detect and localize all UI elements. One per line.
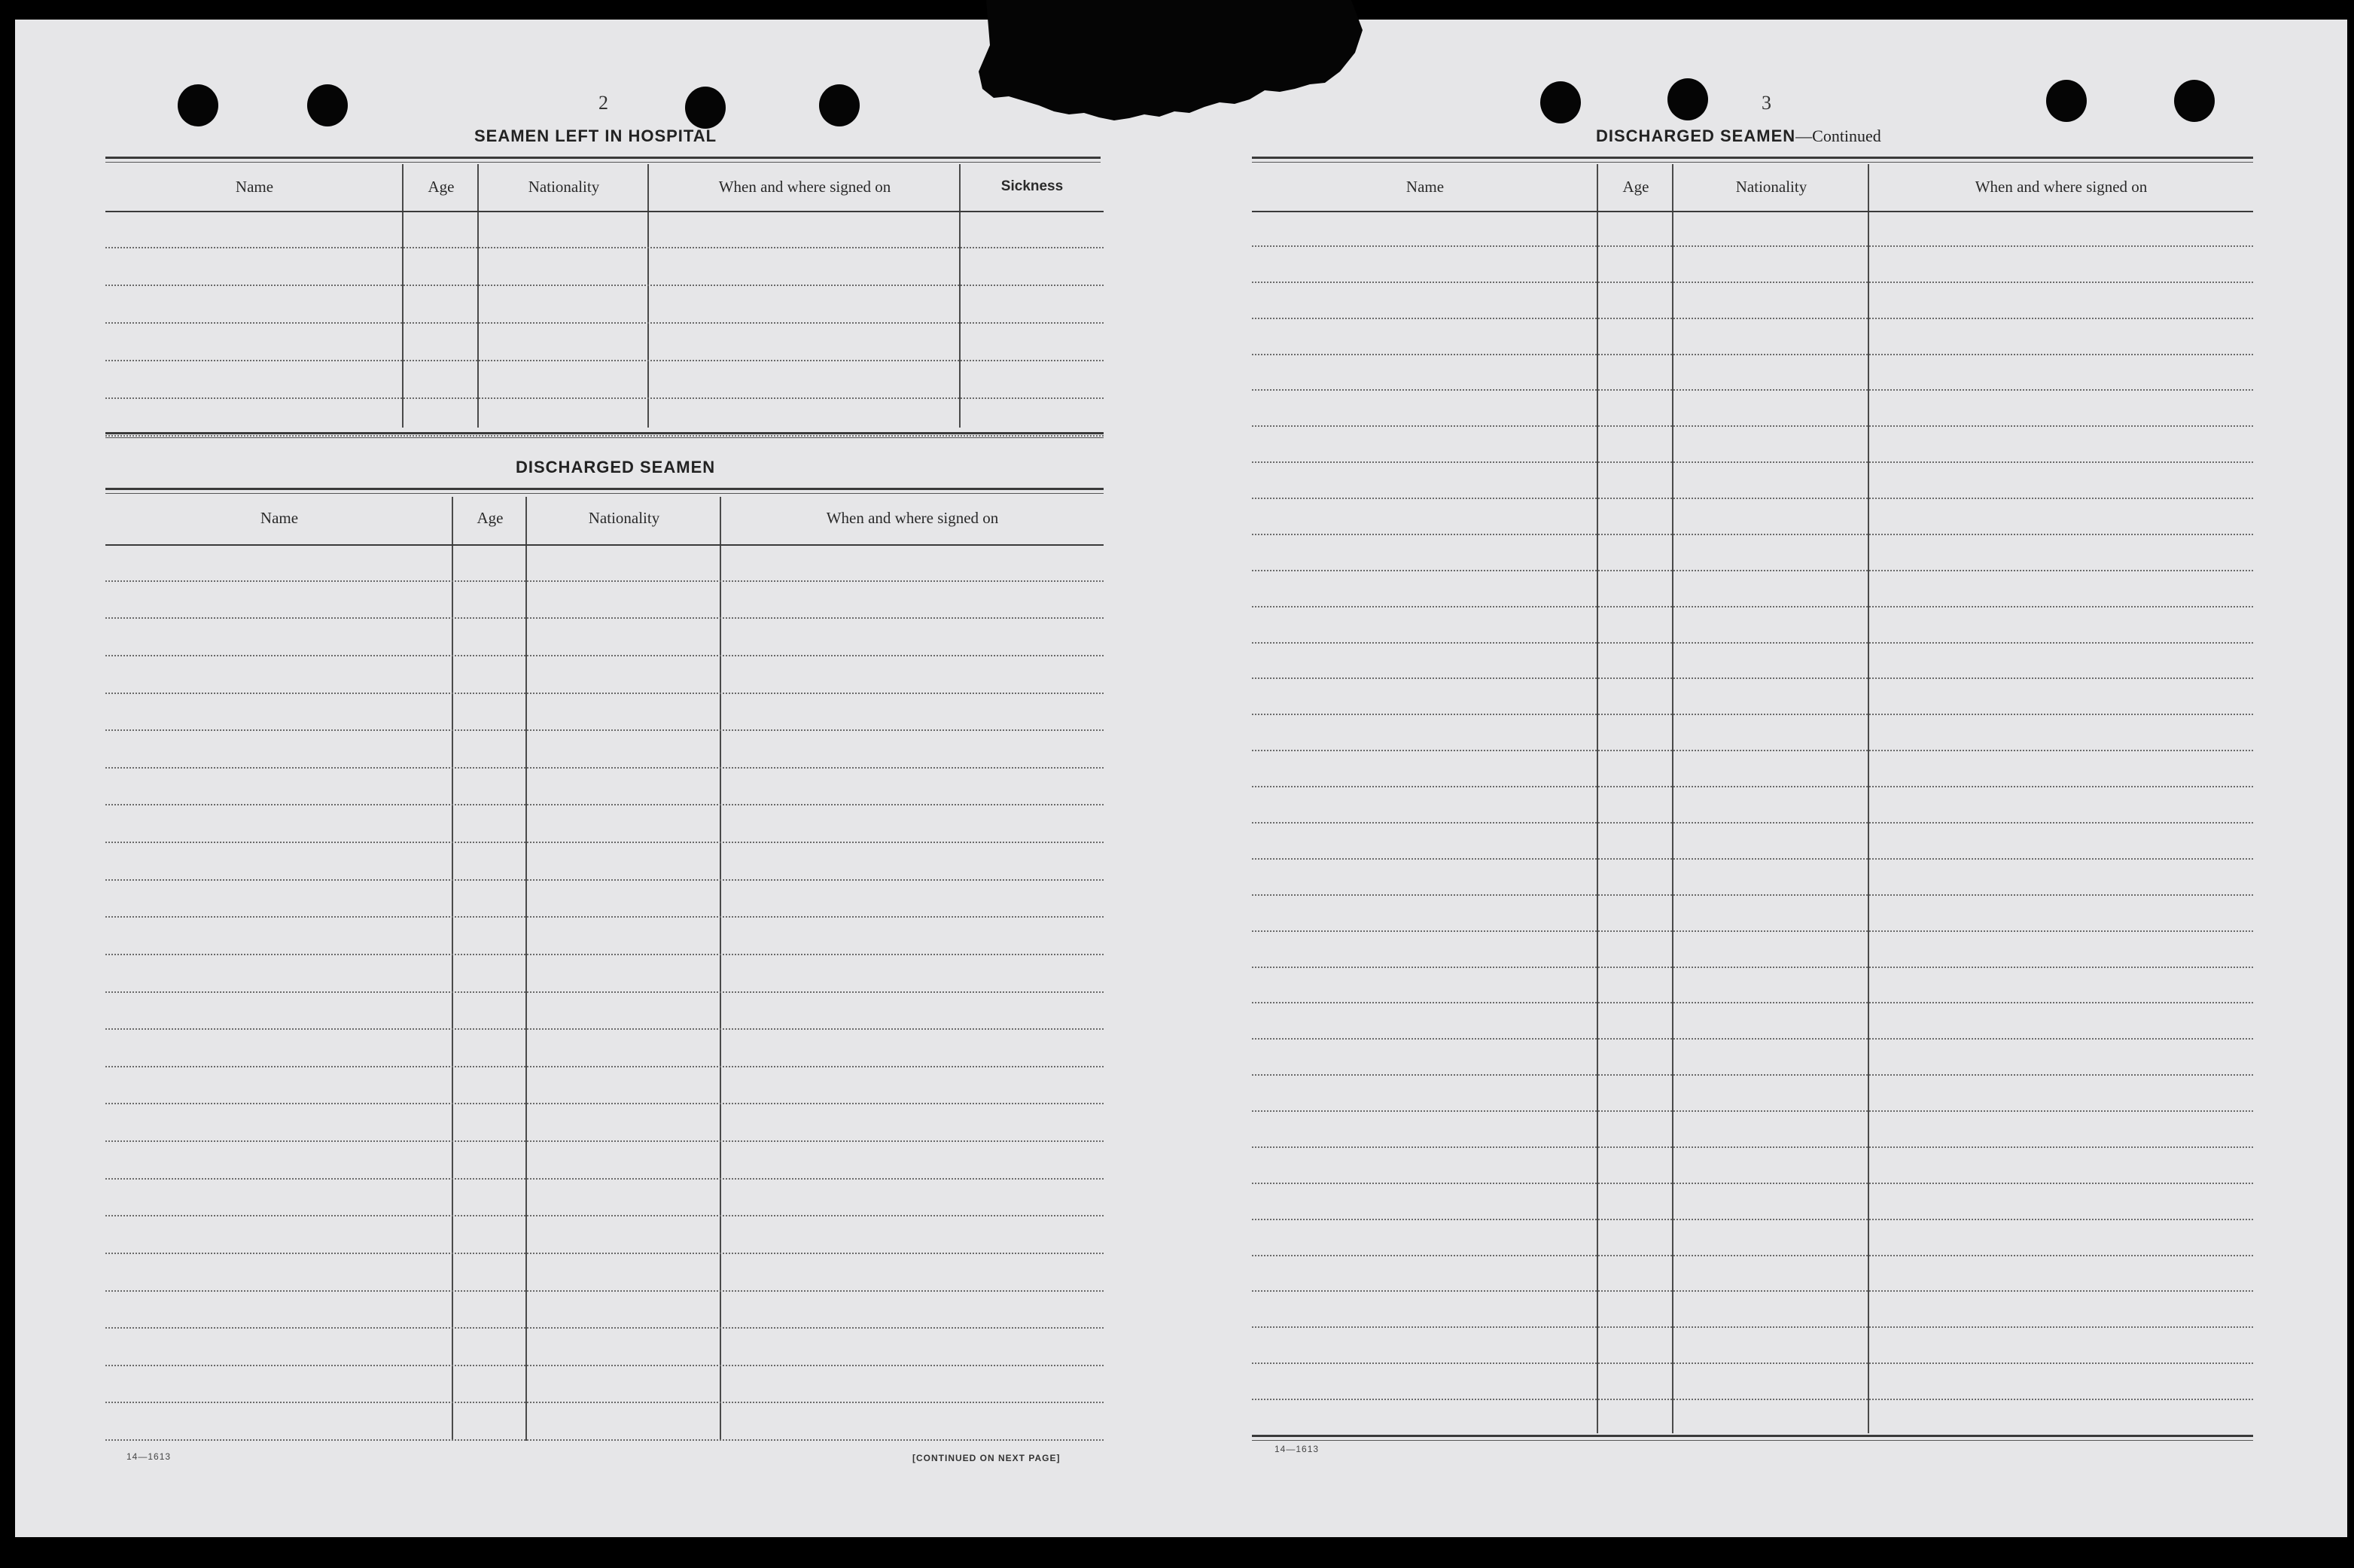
col-header-age: Age xyxy=(1622,178,1649,196)
entry-row-line xyxy=(1252,967,2253,968)
entry-row-line xyxy=(105,1215,1104,1216)
bottom-rule-thin xyxy=(1252,1440,2253,1441)
discharged-continued-table xyxy=(1252,172,2253,1436)
entry-row-line xyxy=(105,285,1104,286)
col-header-age: Age xyxy=(428,178,455,196)
entry-row-line xyxy=(1252,786,2253,787)
entry-row-line xyxy=(105,991,1104,993)
entry-row-line xyxy=(1252,534,2253,535)
header-rule-thin xyxy=(105,493,1104,494)
header-rule xyxy=(105,488,1104,490)
entry-row-line xyxy=(1252,1290,2253,1292)
entry-row-line xyxy=(105,1290,1104,1292)
entry-row-line xyxy=(105,1028,1104,1030)
entry-row-line xyxy=(1252,858,2253,860)
entry-row-line xyxy=(1252,1002,2253,1003)
entry-row-line xyxy=(105,617,1104,619)
entry-row-line xyxy=(105,322,1104,324)
entry-row-line xyxy=(1252,282,2253,283)
entry-row-line xyxy=(105,916,1104,918)
entry-row-line xyxy=(1252,1146,2253,1148)
section-title-hospital: SEAMEN LEFT IN HOSPITAL xyxy=(474,126,717,145)
header-rule xyxy=(105,157,1101,159)
entry-row-line xyxy=(1252,318,2253,319)
entry-row-line xyxy=(105,1178,1104,1180)
entry-row-line xyxy=(105,580,1104,582)
entry-row-line xyxy=(1252,1183,2253,1184)
entry-row-line xyxy=(1252,677,2253,679)
col-header-nationality: Nationality xyxy=(1735,178,1807,196)
title-text: DISCHARGED SEAMEN xyxy=(1596,126,1796,145)
entry-row-line xyxy=(105,804,1104,805)
entry-row-line xyxy=(1252,461,2253,463)
entry-row-line xyxy=(1252,1110,2253,1112)
bottom-rule xyxy=(1252,1435,2253,1437)
entry-rows xyxy=(105,211,1104,437)
entry-rows xyxy=(105,544,1104,1441)
right-page xyxy=(1177,0,2354,1568)
entry-row-line xyxy=(105,1365,1104,1366)
discharged-table xyxy=(105,503,1104,1441)
section-end-rule xyxy=(105,432,1104,434)
entry-rows xyxy=(1252,211,2253,1436)
entry-row-line xyxy=(1252,354,2253,355)
col-header-sickness: Sickness xyxy=(1000,178,1064,194)
entry-row-line xyxy=(105,729,1104,731)
entry-row-line xyxy=(105,954,1104,955)
form-number: 14—1613 xyxy=(126,1451,172,1462)
page-number: 2 xyxy=(598,92,608,114)
entry-row-line xyxy=(1252,1219,2253,1220)
entry-row-line xyxy=(1252,570,2253,571)
entry-row-line xyxy=(105,879,1104,881)
col-header-age: Age xyxy=(477,509,504,527)
entry-row-line xyxy=(105,1066,1104,1067)
entry-row-line xyxy=(1252,642,2253,644)
page-number: 3 xyxy=(1762,92,1771,114)
header-rule-thin xyxy=(105,162,1101,163)
section-title-discharged-continued xyxy=(1596,126,1881,146)
entry-row-line xyxy=(1252,1074,2253,1076)
title-suffix: —Continued xyxy=(1795,126,1881,145)
hospital-table xyxy=(105,172,1104,437)
entry-row-line xyxy=(1252,822,2253,824)
entry-row-line xyxy=(1252,1255,2253,1256)
entry-row-line xyxy=(105,397,1104,399)
entry-row-line xyxy=(105,1402,1104,1403)
entry-row-line xyxy=(1252,930,2253,932)
col-header-name: Name xyxy=(260,509,299,527)
entry-row-line xyxy=(1252,1038,2253,1040)
entry-row-line xyxy=(1252,1399,2253,1400)
col-header-nationality: Nationality xyxy=(528,178,600,196)
entry-row-line xyxy=(105,842,1104,843)
section-title-discharged: DISCHARGED SEAMEN xyxy=(516,458,716,476)
entry-row-line xyxy=(105,435,1104,437)
entry-row-line xyxy=(105,1439,1104,1441)
entry-row-line xyxy=(105,655,1104,656)
col-header-signed-on: When and where signed on xyxy=(826,509,999,527)
entry-row-line xyxy=(105,693,1104,694)
entry-row-line xyxy=(1252,245,2253,247)
entry-row-line xyxy=(1252,1326,2253,1328)
entry-row-line xyxy=(105,1103,1104,1104)
section-end-rule-thin xyxy=(105,437,1104,438)
col-header-name: Name xyxy=(235,178,274,196)
entry-row-line xyxy=(105,1253,1104,1254)
col-header-name: Name xyxy=(1405,178,1445,196)
entry-row-line xyxy=(105,767,1104,769)
entry-row-line xyxy=(1252,750,2253,751)
entry-row-line xyxy=(105,247,1104,248)
entry-row-line xyxy=(105,1327,1104,1329)
col-header-signed-on: When and where signed on xyxy=(718,178,891,196)
entry-row-line xyxy=(1252,606,2253,607)
entry-row-line xyxy=(1252,389,2253,391)
entry-row-line xyxy=(1252,498,2253,499)
header-rule-thin xyxy=(1252,162,2253,163)
continued-note: [CONTINUED ON NEXT PAGE] xyxy=(912,1453,1061,1463)
col-header-signed-on: When and where signed on xyxy=(1975,178,2148,196)
header-rule xyxy=(1252,157,2253,159)
entry-row-line xyxy=(1252,425,2253,427)
entry-row-line xyxy=(1252,1362,2253,1364)
entry-row-line xyxy=(1252,894,2253,896)
entry-row-line xyxy=(1252,714,2253,715)
entry-row-line xyxy=(105,360,1104,361)
col-header-nationality: Nationality xyxy=(588,509,660,527)
form-number: 14—1613 xyxy=(1274,1444,1320,1454)
entry-row-line xyxy=(105,1140,1104,1142)
